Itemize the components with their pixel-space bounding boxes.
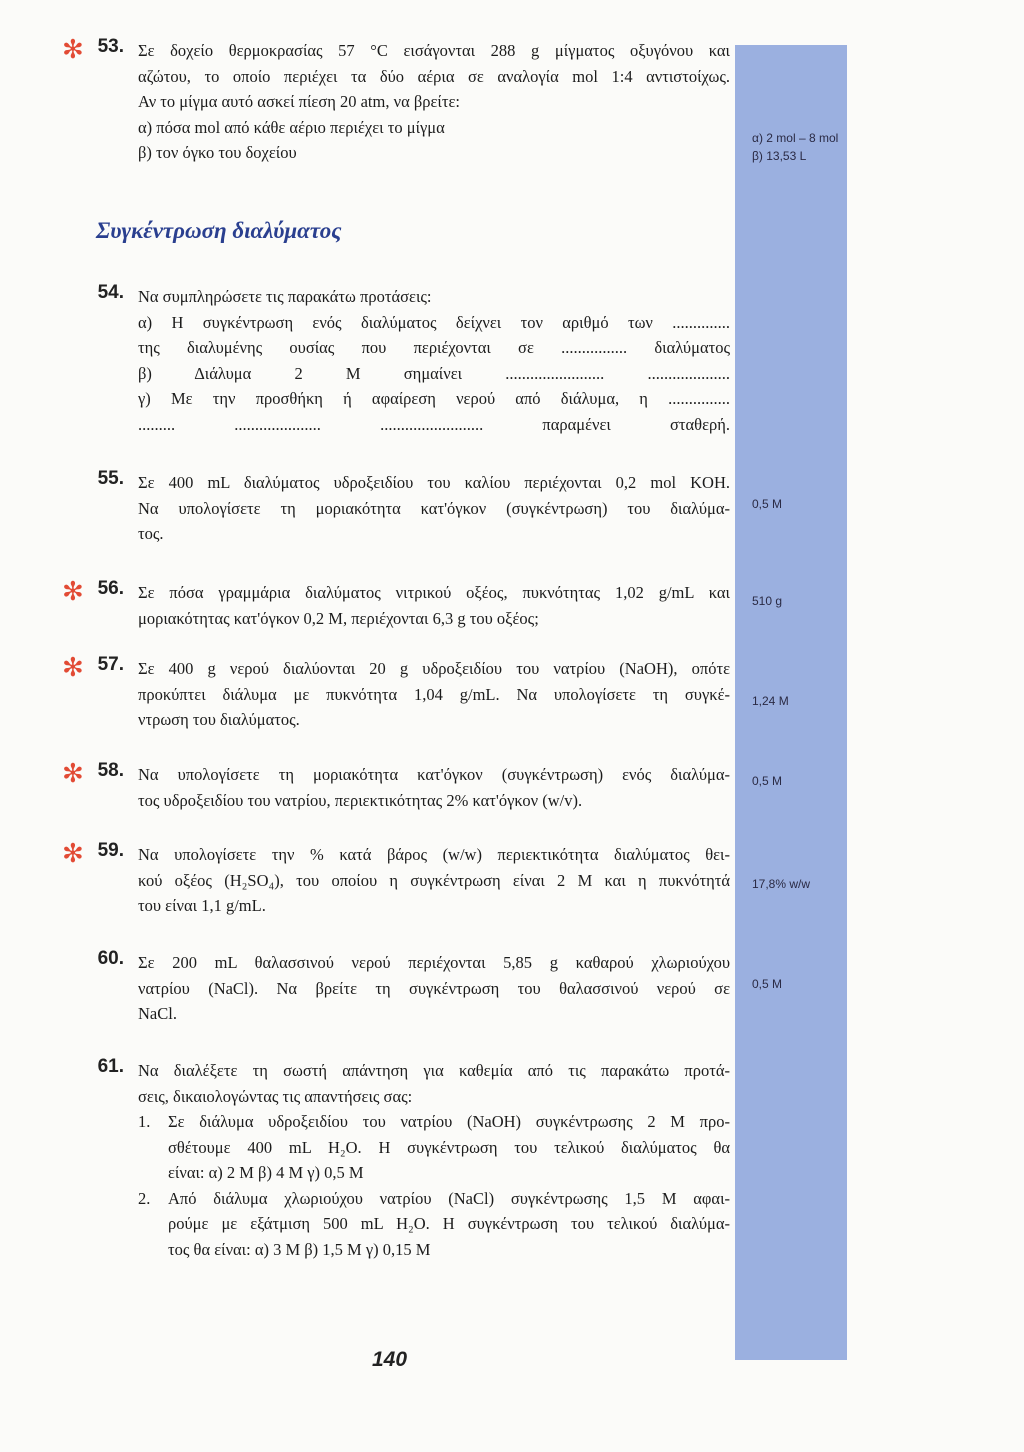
problem-line: Αν το μίγμα αυτό ασκεί πίεση 20 atm, να βρείτε: (138, 92, 460, 111)
problem-number: 53. (97, 36, 124, 57)
answer-label: 17,8% w/w (752, 877, 811, 891)
problem-number: 55. (97, 468, 124, 489)
star-icon: ✻ (62, 653, 84, 683)
problem-line: σεις, δικαιολογώντας τις απαντήσεις σας: (138, 1086, 413, 1106)
problem-line: Να υπολογίσετε τη μοριακότητα κατ'όγκον (συγκέντρωση) ενός διαλύμα- (138, 765, 730, 784)
problem-line: Να διαλέξετε τη σωστή απάντηση για καθεμία από τις παρακάτω προτά- (138, 1061, 730, 1080)
problem-number: 57. (97, 654, 124, 675)
problem-line: α) πόσα mol από κάθε αέριο περιέχει το μίγμα (138, 117, 445, 137)
problem-line: Να υπολογίσετε την % κατά βάρος (w/w) περιεκτικότητα διαλύματος θει- (138, 845, 730, 864)
problem-line: Να συμπληρώσετε τις παρακάτω προτάσεις: (138, 287, 432, 306)
page-number: 140 (372, 1348, 408, 1371)
sub-question-number: 1. (138, 1112, 151, 1131)
problem-line: τος. (138, 524, 164, 543)
problem-number: 60. (97, 948, 124, 969)
problem-line: Σε δοχείο θερμοκρασίας 57 °C εισάγονται 288 g μίγματος οξυγόνου και (138, 41, 730, 60)
problem-line: του είναι 1,1 g/mL. (138, 896, 266, 915)
problem-line: Σε 400 g νερού διαλύονται 20 g υδροξειδίου του νατρίου (NaOH), οπότε (138, 659, 730, 678)
problem-line: γ) Με την προσθήκη ή αφαίρεση νερού από διάλυμα, η ............... (138, 389, 730, 408)
sub-question-line: σθέτουμε 400 mL H₂O. Η συγκέντρωση του τελικού διαλύματος θα (168, 1137, 730, 1157)
answer-label: 1,24 M (752, 694, 789, 708)
answer-label: α) 2 mol – 8 mol (752, 131, 839, 145)
problem-line: NaCl. (138, 1004, 177, 1023)
problem-line: αζώτου, το οποίο περιέχει τα δύο αέρια σε αναλογία mol 1:4 αντιστοίχως. (138, 66, 730, 86)
problem-text (138, 284, 730, 437)
problem-text (138, 950, 730, 1027)
problem-text (138, 38, 730, 166)
problem-text (138, 842, 730, 919)
problem-line: Να υπολογίσετε τη μοριακότητα κατ'όγκον (συγκέντρωση) του διαλύμα- (138, 498, 730, 518)
star-icon: ✻ (62, 35, 84, 65)
problem-line: Σε πόσα γραμμάρια διαλύματος νιτρικού οξέος, πυκνότητας 1,02 g/mL και (138, 583, 730, 602)
problem-line: α) Η συγκέντρωση ενός διαλύματος δείχνει τον αριθμό των .............. (138, 312, 730, 332)
problem-text (138, 656, 730, 733)
problem-number: 61. (97, 1056, 124, 1077)
problem-text (138, 1058, 730, 1262)
sub-question (138, 1186, 730, 1263)
problem-line: της διαλυμένης ουσίας που περιέχονται σε ................ διαλύματος (138, 338, 730, 357)
answer-label: 0,5 M (752, 774, 783, 788)
problem-line: νατρίου (NaCl). Να βρείτε τη συγκέντρωση του θαλασσινού νερού σε (138, 978, 730, 998)
problem-number: 58. (97, 760, 124, 781)
sub-question-line: τος θα είναι: α) 3 Μ β) 1,5 Μ γ) 0,15 Μ (168, 1239, 431, 1259)
star-icon: ✻ (62, 839, 84, 869)
sub-question-number: 2. (138, 1188, 151, 1208)
answer-label: 510 g (752, 594, 783, 608)
problem-line: β) τον όγκο του δοχείου (138, 143, 297, 162)
problem-line: κού οξέος (H₂SO₄), του οποίου η συγκέντρωση είναι 2 Μ και η πυκνότητά (138, 870, 730, 890)
problem-line: προκύπτει διάλυμα με πυκνότητα 1,04 g/mL. Να υπολογίσετε τη συγκέ- (138, 684, 730, 704)
section-title: Συγκέντρωση διαλύματος (96, 218, 342, 243)
problem-line: β) Διάλυμα 2 Μ σημαίνει ........................ .................... (138, 363, 730, 383)
star-icon: ✻ (62, 759, 84, 789)
problem-line: Σε 400 mL διαλύματος υδροξειδίου του καλίου περιέχονται 0,2 mol KOH. (138, 473, 730, 492)
problem-number: 56. (97, 578, 124, 599)
sub-question-line: είναι: α) 2 Μ β) 4 Μ γ) 0,5 Μ (168, 1163, 364, 1182)
problem-text (138, 580, 730, 631)
problem-line: ντρωση του διαλύματος. (138, 710, 300, 729)
answer-label: β) 13,53 L (752, 149, 807, 163)
problem-line: μοριακότητας κατ'όγκον 0,2 Μ, περιέχονται 6,3 g του οξέος; (138, 608, 539, 628)
problem-line: Σε 200 mL θαλασσινού νερού περιέχονται 5,85 g καθαρού χλωριούχου (138, 953, 730, 972)
problem-text (138, 762, 730, 813)
answer-label: 0,5 M (752, 977, 783, 991)
problem-number: 54. (97, 282, 124, 303)
sub-question-line: Από διάλυμα χλωριούχου νατρίου (NaCl) συγκέντρωσης 1,5 Μ αφαι- (168, 1188, 730, 1208)
problem-text (138, 470, 730, 547)
star-icon: ✻ (62, 577, 84, 607)
problem-line: ......... ..................... ......................... παραμένει σταθερή. (138, 414, 730, 434)
problem-line: τος υδροξειδίου του νατρίου, περιεκτικότητας 2% κατ'όγκον (w/v). (138, 790, 583, 810)
sub-question-line: ρούμε με εξάτμιση 500 mL H₂O. Η συγκέντρωση του τελικού διαλύμα- (168, 1214, 730, 1233)
answer-label: 0,5 M (752, 497, 783, 511)
sub-question-line: Σε διάλυμα υδροξειδίου του νατρίου (NaOH) συγκέντρωσης 2 Μ προ- (168, 1112, 730, 1131)
sub-question (138, 1109, 730, 1186)
problem-number: 59. (97, 840, 124, 861)
